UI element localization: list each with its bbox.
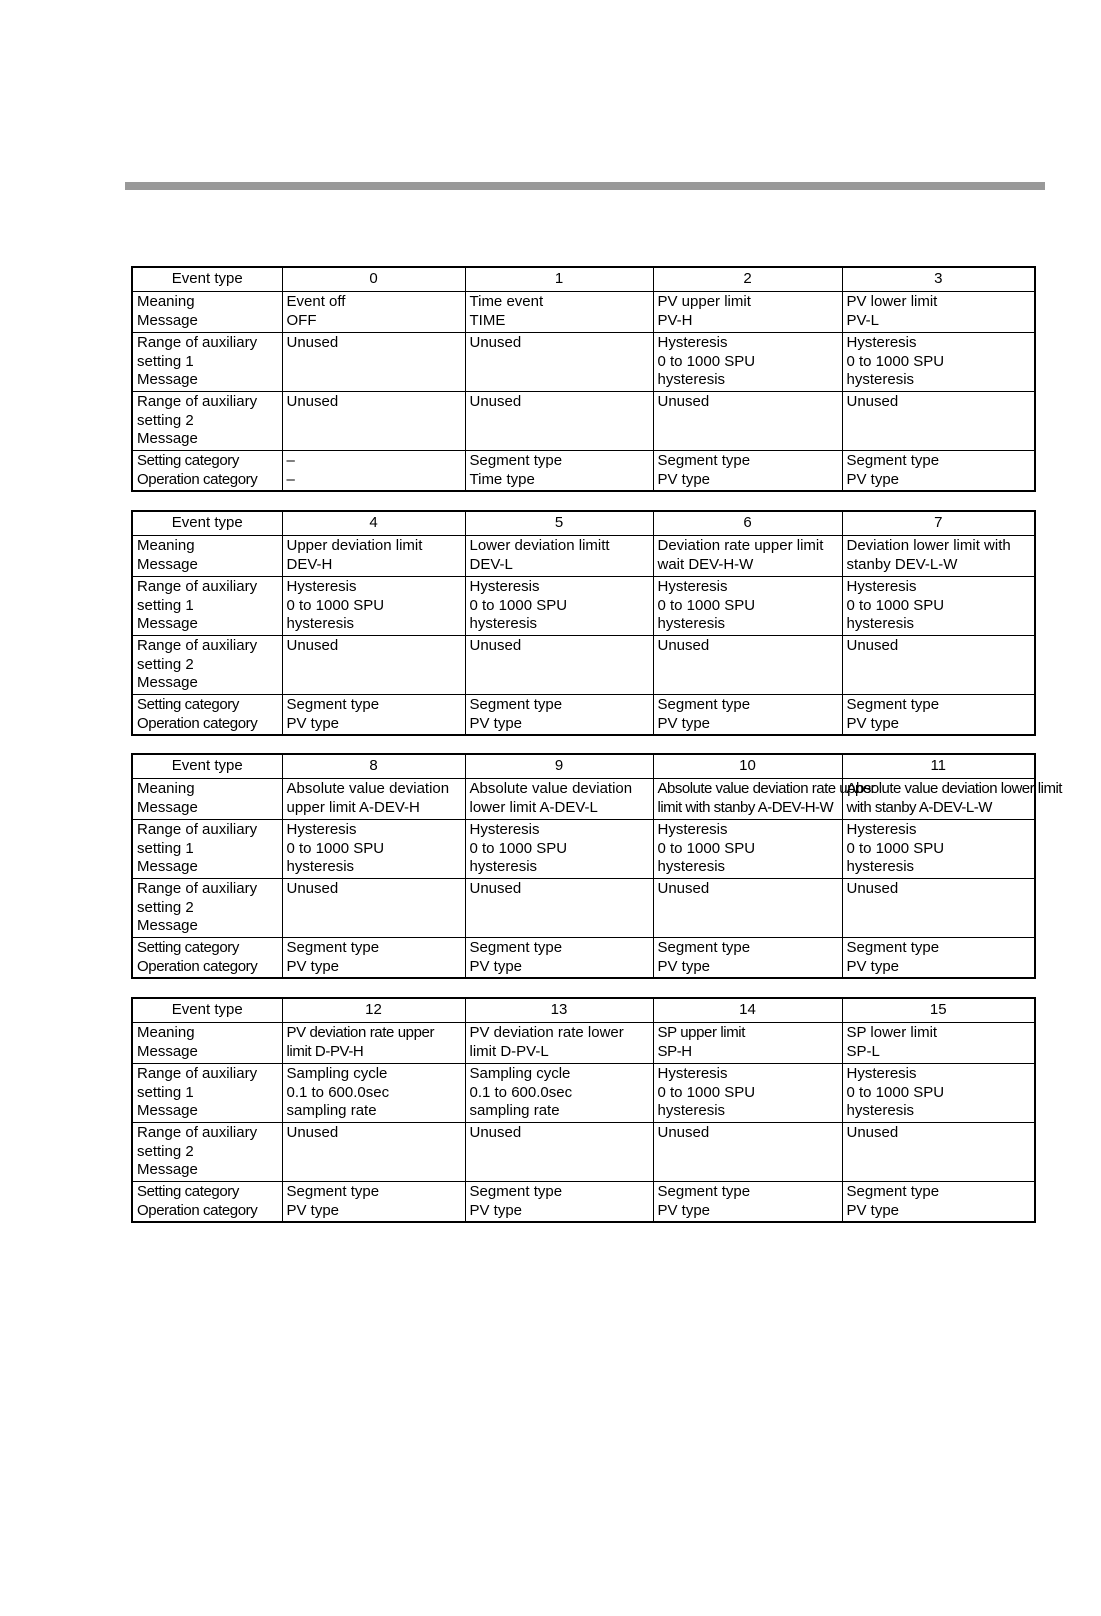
aux1-label: Range of auxiliary [137,1065,258,1082]
meaning-cell [842,1023,1035,1064]
table-row [132,820,1035,879]
setting-category-label: Setting category [137,939,239,956]
setting-category-text: Segment type [657,696,751,713]
operation-category-text: PV type [469,714,523,732]
setting-category-text: Segment type [846,1183,940,1200]
aux2-label: Message [137,674,198,691]
event-type-number: 0 [282,267,465,292]
meaning-text: Absolute value deviation [286,780,450,797]
operation-category-text: PV type [846,470,900,488]
table-row [132,292,1035,333]
meaning-label: Meaning [137,780,195,797]
aux2-label: setting 2 [137,655,194,673]
message-text: upper limit A-DEV-H [286,798,420,816]
table-row [132,577,1035,636]
event-type-label: Event type [132,998,282,1023]
aux1-text: 0 to 1000 SPU [286,839,385,857]
table-row [132,511,1035,536]
meaning-label-cell [132,292,282,333]
category-cell [653,938,842,979]
aux1-text: Hysteresis [657,821,728,838]
table-row [132,1064,1035,1123]
meaning-label-cell [132,1023,282,1064]
aux2-cell: Unused [842,636,1035,695]
event-type-label: Event type [132,267,282,292]
table-row [132,333,1035,392]
operation-category-label: Operation category [137,714,258,732]
aux1-cell [282,333,465,392]
meaning-text: Absolute value deviation [469,780,633,797]
message-text: limit with stanby A-DEV-H-W [657,798,834,816]
event-type-number: 13 [465,998,653,1023]
aux1-text: hysteresis [469,858,538,875]
meaning-cell [842,536,1035,577]
category-label-cell [132,695,282,736]
meaning-cell [653,292,842,333]
aux2-cell: Unused [465,879,653,938]
message-text: stanby DEV-L-W [846,555,958,573]
meaning-text: Deviation rate upper limit [657,537,824,554]
aux1-label-cell [132,577,282,636]
aux1-label: Range of auxiliary [137,821,258,838]
meaning-text: Upper deviation limit [286,537,423,554]
aux2-label: Message [137,430,198,447]
aux2-label: setting 2 [137,1142,194,1160]
meaning-text: SP upper limit [657,1024,745,1041]
message-text: DEV-L [469,555,513,573]
aux1-text: Hysteresis [286,578,357,595]
table-row [132,779,1035,820]
event-type-number: 3 [842,267,1035,292]
aux1-label: Message [137,615,198,632]
category-cell [653,1182,842,1223]
aux1-text: 0 to 1000 SPU [469,596,568,614]
meaning-label: Meaning [137,1024,195,1041]
meaning-label-cell [132,779,282,820]
setting-category-text: Segment type [286,1183,380,1200]
table-row [132,1123,1035,1182]
operation-category-text: Time type [469,470,535,488]
aux2-label-cell [132,392,282,451]
aux1-text: Hysteresis [286,821,357,838]
meaning-cell [282,1023,465,1064]
meaning-label: Meaning [137,293,195,310]
aux2-cell: Unused [465,1123,653,1182]
category-cell [282,451,465,492]
aux1-label: Message [137,1102,198,1119]
meaning-text: PV deviation rate lower [469,1024,624,1041]
meaning-text: Time event [469,293,544,310]
event-table-4-7 [131,510,1036,736]
event-table-8-11 [131,753,1062,979]
category-cell [842,1182,1035,1223]
meaning-label-cell [132,536,282,577]
event-type-number: 9 [465,754,653,779]
meaning-text: SP lower limit [846,1024,938,1041]
meaning-label: Meaning [137,537,195,554]
message-text: OFF [286,311,317,329]
aux1-cell [465,333,653,392]
aux1-text: Hysteresis [846,821,917,838]
table-row [132,1023,1035,1064]
aux1-cell [653,1064,842,1123]
event-type-number: 6 [653,511,842,536]
event-type-number: 5 [465,511,653,536]
aux1-text: 0 to 1000 SPU [846,839,945,857]
setting-category-text: – [286,452,295,469]
setting-category-text: Segment type [846,939,940,956]
event-type-number: 11 [842,754,1035,779]
operation-category-text: PV type [286,1201,340,1219]
aux2-label: Range of auxiliary [137,880,258,897]
meaning-cell [653,779,876,820]
meaning-cell [465,1023,653,1064]
meaning-text: Absolute value deviation rate upper [657,780,876,797]
meaning-text: PV lower limit [846,293,938,310]
aux1-text: 0.1 to 600.0sec [286,1083,390,1101]
aux2-cell: Unused [842,1123,1035,1182]
message-text: SP-L [846,1042,880,1060]
setting-category-text: Segment type [846,452,940,469]
operation-category-text: PV type [469,957,523,975]
aux2-label-cell [132,879,282,938]
aux2-cell: Unused [282,636,465,695]
aux1-cell [842,1064,1035,1123]
aux1-cell [282,1064,465,1123]
meaning-text: Absolute value deviation lower limit [846,780,1062,797]
aux1-cell [465,577,653,636]
message-text: PV-H [657,311,693,329]
meaning-text: Deviation lower limit with [846,537,1011,554]
table-row [132,392,1035,451]
aux2-label: Range of auxiliary [137,393,258,410]
operation-category-text: PV type [657,470,711,488]
aux1-text: Sampling cycle [469,1065,571,1082]
table-row [132,267,1035,292]
message-text: limit D-PV-H [286,1042,364,1060]
aux1-text: 0 to 1000 SPU [657,839,756,857]
aux2-cell: Unused [653,636,842,695]
event-type-label: Event type [132,754,282,779]
operation-category-label: Operation category [137,1201,258,1219]
table-row [132,1182,1035,1223]
aux1-label: setting 1 [137,839,194,857]
category-cell [282,1182,465,1223]
message-text: wait DEV-H-W [657,555,754,573]
aux1-text: Hysteresis [657,1065,728,1082]
aux1-text: 0 to 1000 SPU [469,839,568,857]
event-type-label: Event type [132,511,282,536]
aux1-text: hysteresis [846,858,915,875]
aux1-label: Range of auxiliary [137,334,258,351]
operation-category-label: Operation category [137,470,258,488]
message-label: Message [137,555,198,573]
aux1-cell [842,333,1035,392]
aux1-text: Unused [286,334,339,351]
aux2-label: setting 2 [137,898,194,916]
header-rule [125,182,1045,190]
operation-category-text: PV type [657,957,711,975]
aux1-label-cell [132,820,282,879]
table-row [132,754,1035,779]
meaning-text: PV upper limit [657,293,751,310]
aux1-label: Range of auxiliary [137,578,258,595]
event-table-12-15 [131,997,1036,1223]
aux1-text: 0 to 1000 SPU [846,596,945,614]
operation-category-label: Operation category [137,957,258,975]
aux2-label: Message [137,1161,198,1178]
operation-category-text: PV type [657,714,711,732]
aux1-text: hysteresis [846,615,915,632]
event-type-number: 10 [653,754,842,779]
aux1-cell [653,577,842,636]
aux2-label: Message [137,917,198,934]
aux2-cell: Unused [465,636,653,695]
aux2-label: Range of auxiliary [137,637,258,654]
aux1-text: Hysteresis [657,578,728,595]
category-cell [465,695,653,736]
aux1-label: setting 1 [137,596,194,614]
setting-category-text: Segment type [846,696,940,713]
aux1-text: hysteresis [286,615,355,632]
operation-category-text: PV type [657,1201,711,1219]
setting-category-text: Segment type [469,939,563,956]
message-text: lower limit A-DEV-L [469,798,598,816]
setting-category-text: Segment type [286,939,380,956]
message-text: DEV-H [286,555,333,573]
table-row [132,879,1035,938]
category-cell [282,938,465,979]
aux1-text: 0 to 1000 SPU [846,1083,945,1101]
meaning-cell [465,536,653,577]
category-label-cell [132,938,282,979]
setting-category-text: Segment type [657,1183,751,1200]
aux1-text: hysteresis [846,1102,915,1119]
aux2-label-cell [132,636,282,695]
setting-category-text: Segment type [469,696,563,713]
aux1-cell [465,1064,653,1123]
operation-category-text: – [286,470,295,488]
aux2-label-cell [132,1123,282,1182]
meaning-cell [465,779,653,820]
aux1-label: Message [137,858,198,875]
meaning-text: PV deviation rate upper [286,1024,435,1041]
meaning-cell [465,292,653,333]
event-type-number: 12 [282,998,465,1023]
aux1-text: sampling rate [286,1102,377,1119]
aux1-text: Hysteresis [846,334,917,351]
aux1-label: Message [137,371,198,388]
meaning-cell [282,292,465,333]
aux1-text: 0 to 1000 SPU [657,352,756,370]
setting-category-label: Setting category [137,452,239,469]
event-type-number: 7 [842,511,1035,536]
event-type-number: 1 [465,267,653,292]
aux2-cell: Unused [842,879,1035,938]
message-label: Message [137,798,198,816]
operation-category-text: PV type [846,1201,900,1219]
category-cell [653,451,842,492]
aux1-cell [465,820,653,879]
aux1-cell [282,577,465,636]
aux2-cell: Unused [842,392,1035,451]
aux2-label: Range of auxiliary [137,1124,258,1141]
aux1-text: 0 to 1000 SPU [657,596,756,614]
aux1-text: sampling rate [469,1102,560,1119]
aux1-text: Hysteresis [846,578,917,595]
category-cell [653,695,842,736]
event-type-number: 2 [653,267,842,292]
setting-category-text: Segment type [657,452,751,469]
aux1-text: 0 to 1000 SPU [657,1083,756,1101]
message-label: Message [137,311,198,329]
operation-category-text: PV type [846,714,900,732]
aux2-cell: Unused [282,1123,465,1182]
table-row [132,998,1035,1023]
aux2-cell: Unused [653,1123,842,1182]
event-type-number: 15 [842,998,1035,1023]
table-row [132,938,1035,979]
aux2-cell: Unused [465,392,653,451]
table-row [132,636,1035,695]
event-type-number: 14 [653,998,842,1023]
event-table-0-3 [131,266,1036,492]
aux1-cell [653,333,842,392]
category-cell [465,1182,653,1223]
aux1-text: 0.1 to 600.0sec [469,1083,573,1101]
aux1-text: Sampling cycle [286,1065,388,1082]
setting-category-label: Setting category [137,1183,239,1200]
operation-category-text: PV type [286,714,340,732]
aux1-cell [653,820,842,879]
aux1-text: Hysteresis [657,334,728,351]
aux1-text: Hysteresis [469,578,540,595]
meaning-cell [282,779,465,820]
operation-category-text: PV type [846,957,900,975]
category-cell [465,938,653,979]
setting-category-text: Segment type [469,452,563,469]
setting-category-text: Segment type [286,696,380,713]
aux2-cell: Unused [653,879,842,938]
aux1-cell [842,820,1035,879]
aux1-text: 0 to 1000 SPU [846,352,945,370]
aux1-text: hysteresis [657,615,726,632]
message-text: with stanby A-DEV-L-W [846,798,992,816]
event-type-number: 4 [282,511,465,536]
message-label: Message [137,1042,198,1060]
message-text: TIME [469,311,506,329]
event-type-number: 8 [282,754,465,779]
category-cell [842,695,1035,736]
aux1-label-cell [132,1064,282,1123]
message-text: SP-H [657,1042,692,1060]
meaning-cell [653,1023,842,1064]
category-cell [842,451,1035,492]
aux1-label: setting 1 [137,1083,194,1101]
aux2-cell: Unused [653,392,842,451]
aux1-text: 0 to 1000 SPU [286,596,385,614]
message-text: PV-L [846,311,880,329]
table-row [132,536,1035,577]
operation-category-text: PV type [286,957,340,975]
aux1-text: hysteresis [657,371,726,388]
category-label-cell [132,1182,282,1223]
aux1-text: hysteresis [469,615,538,632]
setting-category-text: Segment type [469,1183,563,1200]
aux1-text: Hysteresis [469,821,540,838]
meaning-cell [842,292,1035,333]
aux2-cell: Unused [282,879,465,938]
category-cell [465,451,653,492]
aux1-cell [842,577,1035,636]
aux1-label-cell [132,333,282,392]
aux1-text: Hysteresis [846,1065,917,1082]
category-cell [282,695,465,736]
aux1-text: hysteresis [846,371,915,388]
category-label-cell [132,451,282,492]
message-text: limit D-PV-L [469,1042,549,1060]
aux1-label: setting 1 [137,352,194,370]
category-cell [842,938,1035,979]
aux2-label: setting 2 [137,411,194,429]
aux1-text: hysteresis [657,1102,726,1119]
aux2-cell: Unused [282,392,465,451]
meaning-cell [653,536,842,577]
aux1-text: hysteresis [286,858,355,875]
meaning-cell [282,536,465,577]
setting-category-text: Segment type [657,939,751,956]
aux1-text: Unused [469,334,522,351]
aux1-text: hysteresis [657,858,726,875]
operation-category-text: PV type [469,1201,523,1219]
table-row [132,695,1035,736]
table-row [132,451,1035,492]
meaning-cell [842,779,1062,820]
setting-category-label: Setting category [137,696,239,713]
meaning-text: Event off [286,293,346,310]
aux1-cell [282,820,465,879]
meaning-text: Lower deviation limitt [469,537,610,554]
